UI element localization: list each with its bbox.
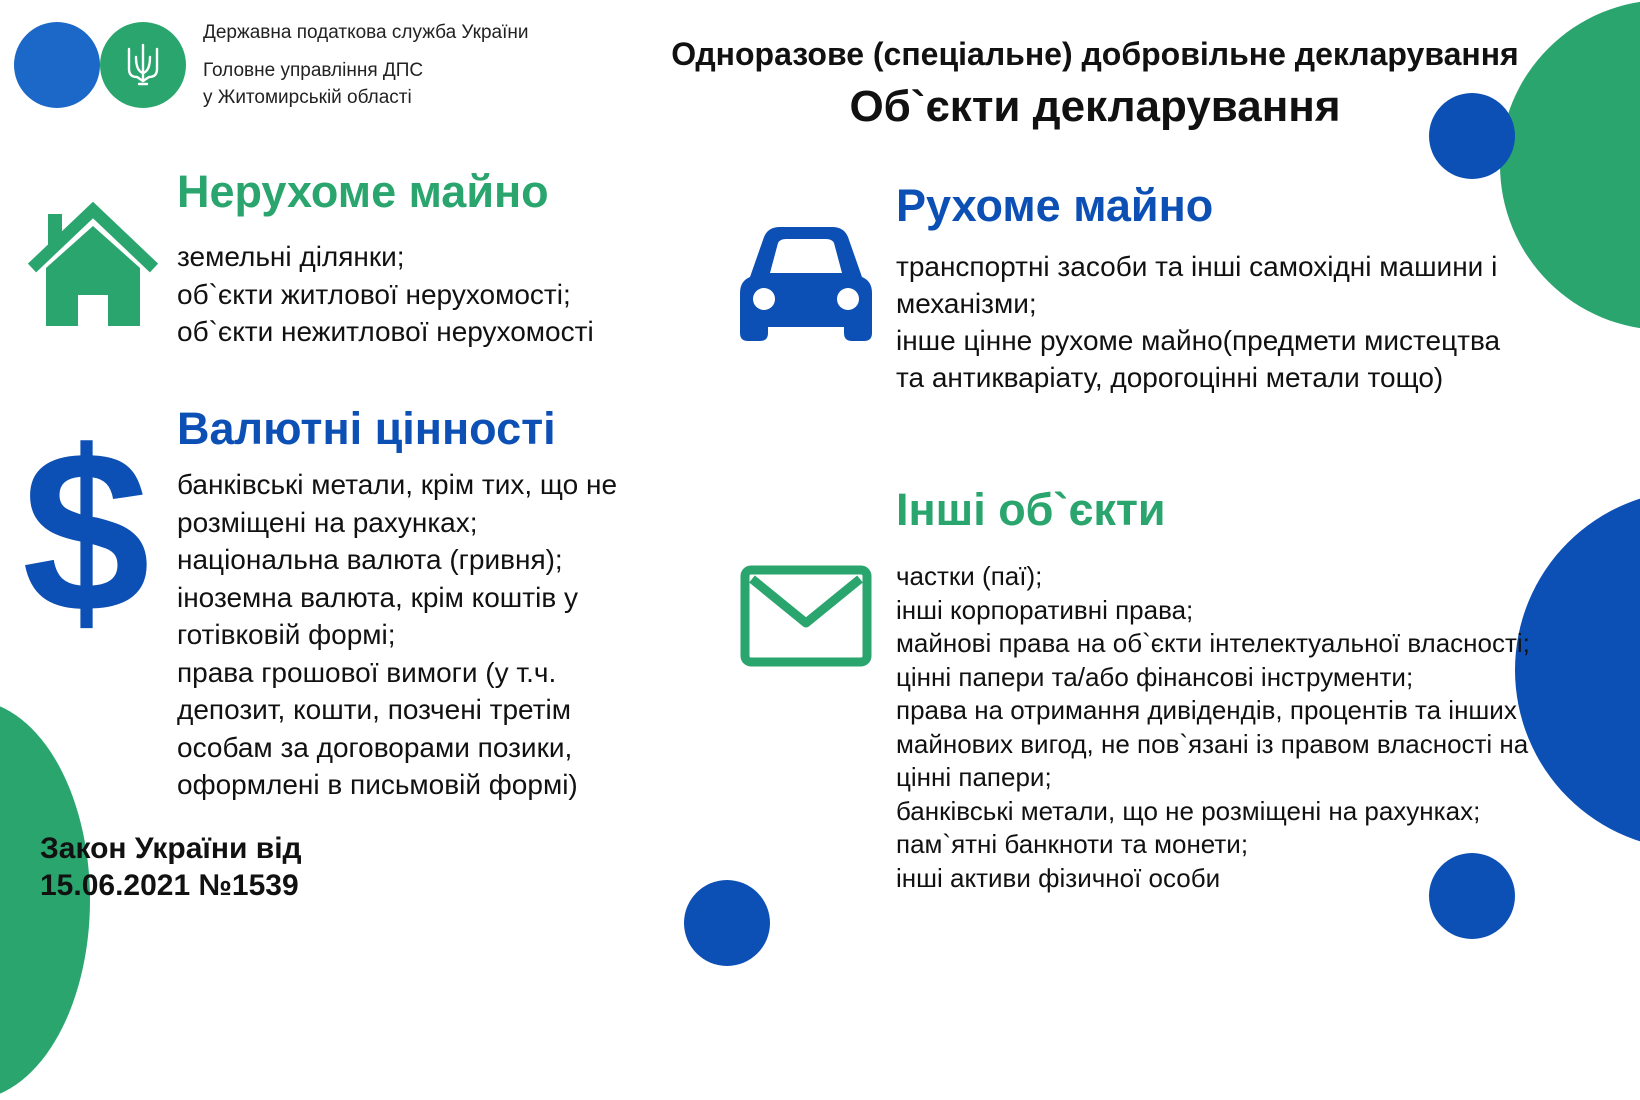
list-item: особам за договорами позики, [177, 731, 573, 763]
list-item: банківські метали, крім тих, що не [177, 469, 618, 500]
car-icon [740, 225, 872, 343]
list-item: інші корпоративні права; [896, 594, 1194, 625]
heading-movable: Рухоме майно [896, 180, 1214, 231]
list-item: майнові права на об`єкти інтелектуальної власності; [896, 628, 1530, 658]
list-item: оформлені в письмовій формі) [177, 769, 578, 800]
list-item: об`єкти житлової нерухомості; [177, 278, 571, 310]
list-item: механізми; [896, 288, 1037, 319]
list-item: банківські метали, що не розміщені на рахунках; [896, 795, 1481, 826]
page-subtitle: Одноразове (спеціальне) добровільне декларування [671, 36, 1519, 72]
dept-name-line1: Головне управління ДПС [203, 60, 424, 81]
list-item: пам`ятні банкноти та монети; [896, 829, 1249, 859]
list-item: національна валюта (гривня); [177, 544, 563, 575]
list-item: об`єкти нежитлової нерухомості [177, 316, 594, 347]
list-item: земельні ділянки; [177, 241, 405, 272]
currency-list [177, 466, 617, 804]
list-item: цінні папери та/або фінансові інструменти; [896, 661, 1414, 692]
real-estate-list [177, 238, 594, 351]
movable-list [896, 248, 1500, 396]
org-name: Державна податкова служба України [203, 22, 529, 43]
list-item: готівковій формі; [177, 619, 396, 650]
list-item: інше цінне рухоме майно(предмети мистецтва [896, 325, 1501, 356]
list-item: цінні папери; [896, 762, 1052, 792]
list-item: права на отримання дивідендів, процентів та інших [896, 695, 1517, 725]
law-reference [40, 830, 302, 904]
law-reference-line2: 15.06.2021 №1539 [40, 869, 299, 902]
dollar-icon: $ [22, 403, 150, 660]
list-item: майнових вигод, не пов`язані із правом власності на [896, 728, 1529, 759]
heading-currency: Валютні цінності [177, 403, 556, 454]
other-list [896, 560, 1530, 895]
list-item: частки (паї); [896, 561, 1043, 591]
envelope-icon [740, 565, 872, 667]
decor-circle-blue-right [1515, 490, 1640, 850]
logo-circle-blue [14, 22, 100, 108]
decor-circle-blue-bottom-mid [684, 880, 770, 966]
list-item: депозит, кошти, позчені третім [177, 694, 571, 725]
heading-real-estate: Нерухоме майно [177, 166, 549, 217]
list-item: та антикваріату, дорогоцінні метали тощо) [896, 362, 1444, 393]
dept-name-line2: у Житомирській області [203, 87, 412, 108]
trident-emblem-icon [124, 43, 162, 87]
list-item: розміщені на рахунках; [177, 506, 478, 538]
list-item: іноземна валюта, крім коштів у [177, 581, 578, 613]
heading-other: Інші об`єкти [896, 484, 1166, 535]
list-item: права грошової вимоги (у т.ч. [177, 656, 557, 688]
law-reference-line1: Закон України від [40, 832, 302, 865]
page-title: Об`єкти декларування [849, 82, 1341, 131]
list-item: інші активи фізичної особи [896, 862, 1221, 893]
house-icon [28, 202, 158, 327]
list-item: транспортні засоби та інші самохідні машини і [896, 251, 1498, 282]
